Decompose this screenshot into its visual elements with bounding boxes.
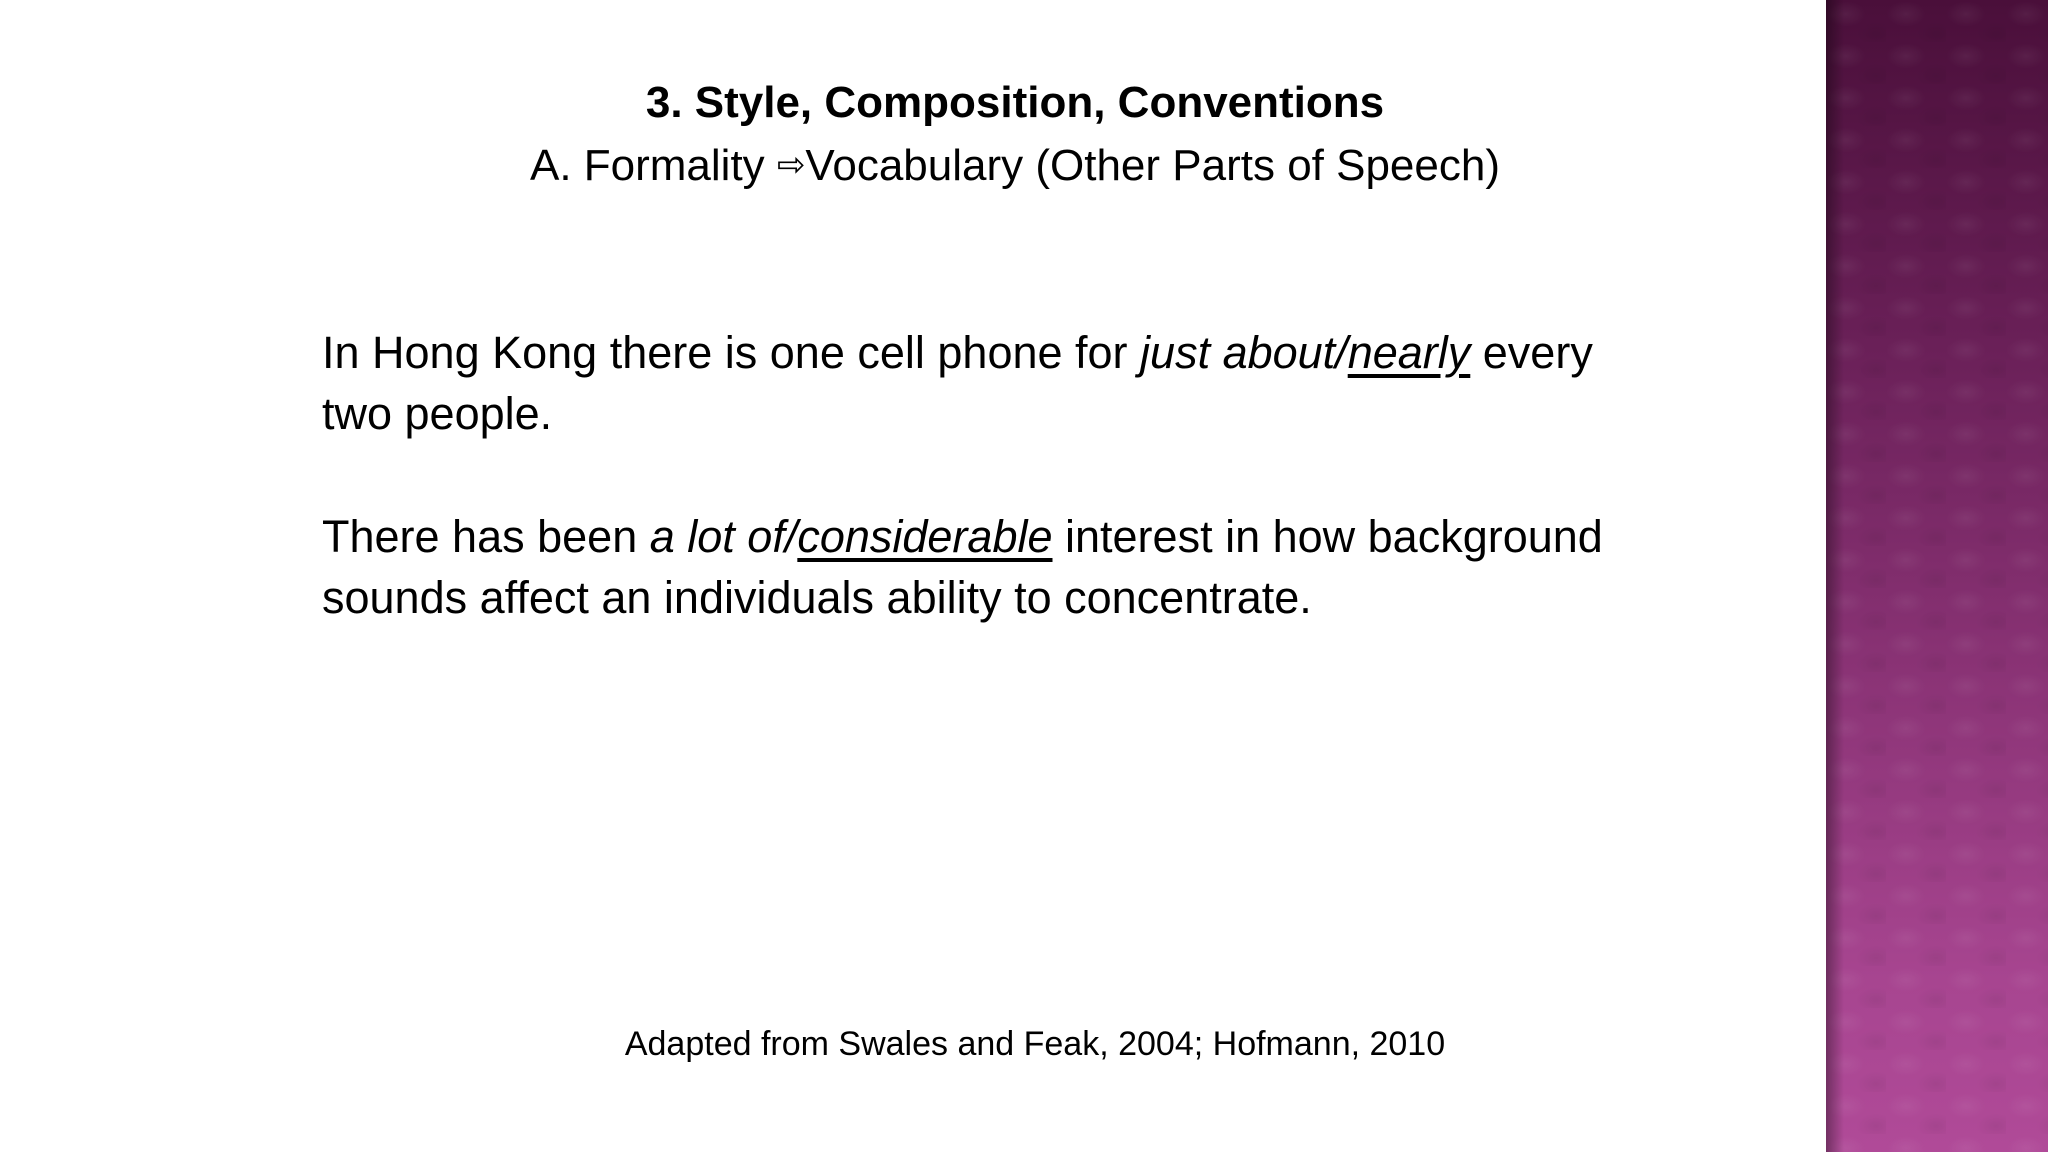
decorative-side-band bbox=[1826, 0, 2048, 1152]
sentence-2-lead: There has been bbox=[322, 511, 650, 562]
subtitle-prefix: A. Formality bbox=[529, 141, 765, 190]
right-arrow-icon: ⇨ bbox=[776, 145, 806, 185]
slide-title: 3. Style, Composition, Conventions bbox=[645, 78, 1385, 127]
example-sentence-2 bbox=[322, 506, 1622, 628]
slide-subtitle bbox=[0, 134, 2030, 197]
sentence-1-tail: every two people. bbox=[322, 327, 1593, 439]
sentence-1-formal-phrase: nearly bbox=[1347, 327, 1471, 378]
sentence-1-lead: In Hong Kong there is one cell phone for bbox=[322, 327, 1141, 378]
example-sentence-1 bbox=[322, 322, 1622, 444]
subtitle-suffix: Vocabulary (Other Parts of Speech) bbox=[805, 141, 1500, 190]
source-citation: Adapted from Swales and Feak, 2004; Hofmann, 2010 bbox=[624, 1025, 1446, 1063]
sentence-1-informal-phrase: just about/ bbox=[1140, 327, 1348, 378]
sentence-2-tail: interest in how background sounds affect an individuals ability to concentrate. bbox=[322, 511, 1603, 623]
sentence-2-formal-phrase: considerable bbox=[797, 511, 1053, 562]
sentence-2-informal-phrase: a lot of/ bbox=[649, 511, 798, 562]
